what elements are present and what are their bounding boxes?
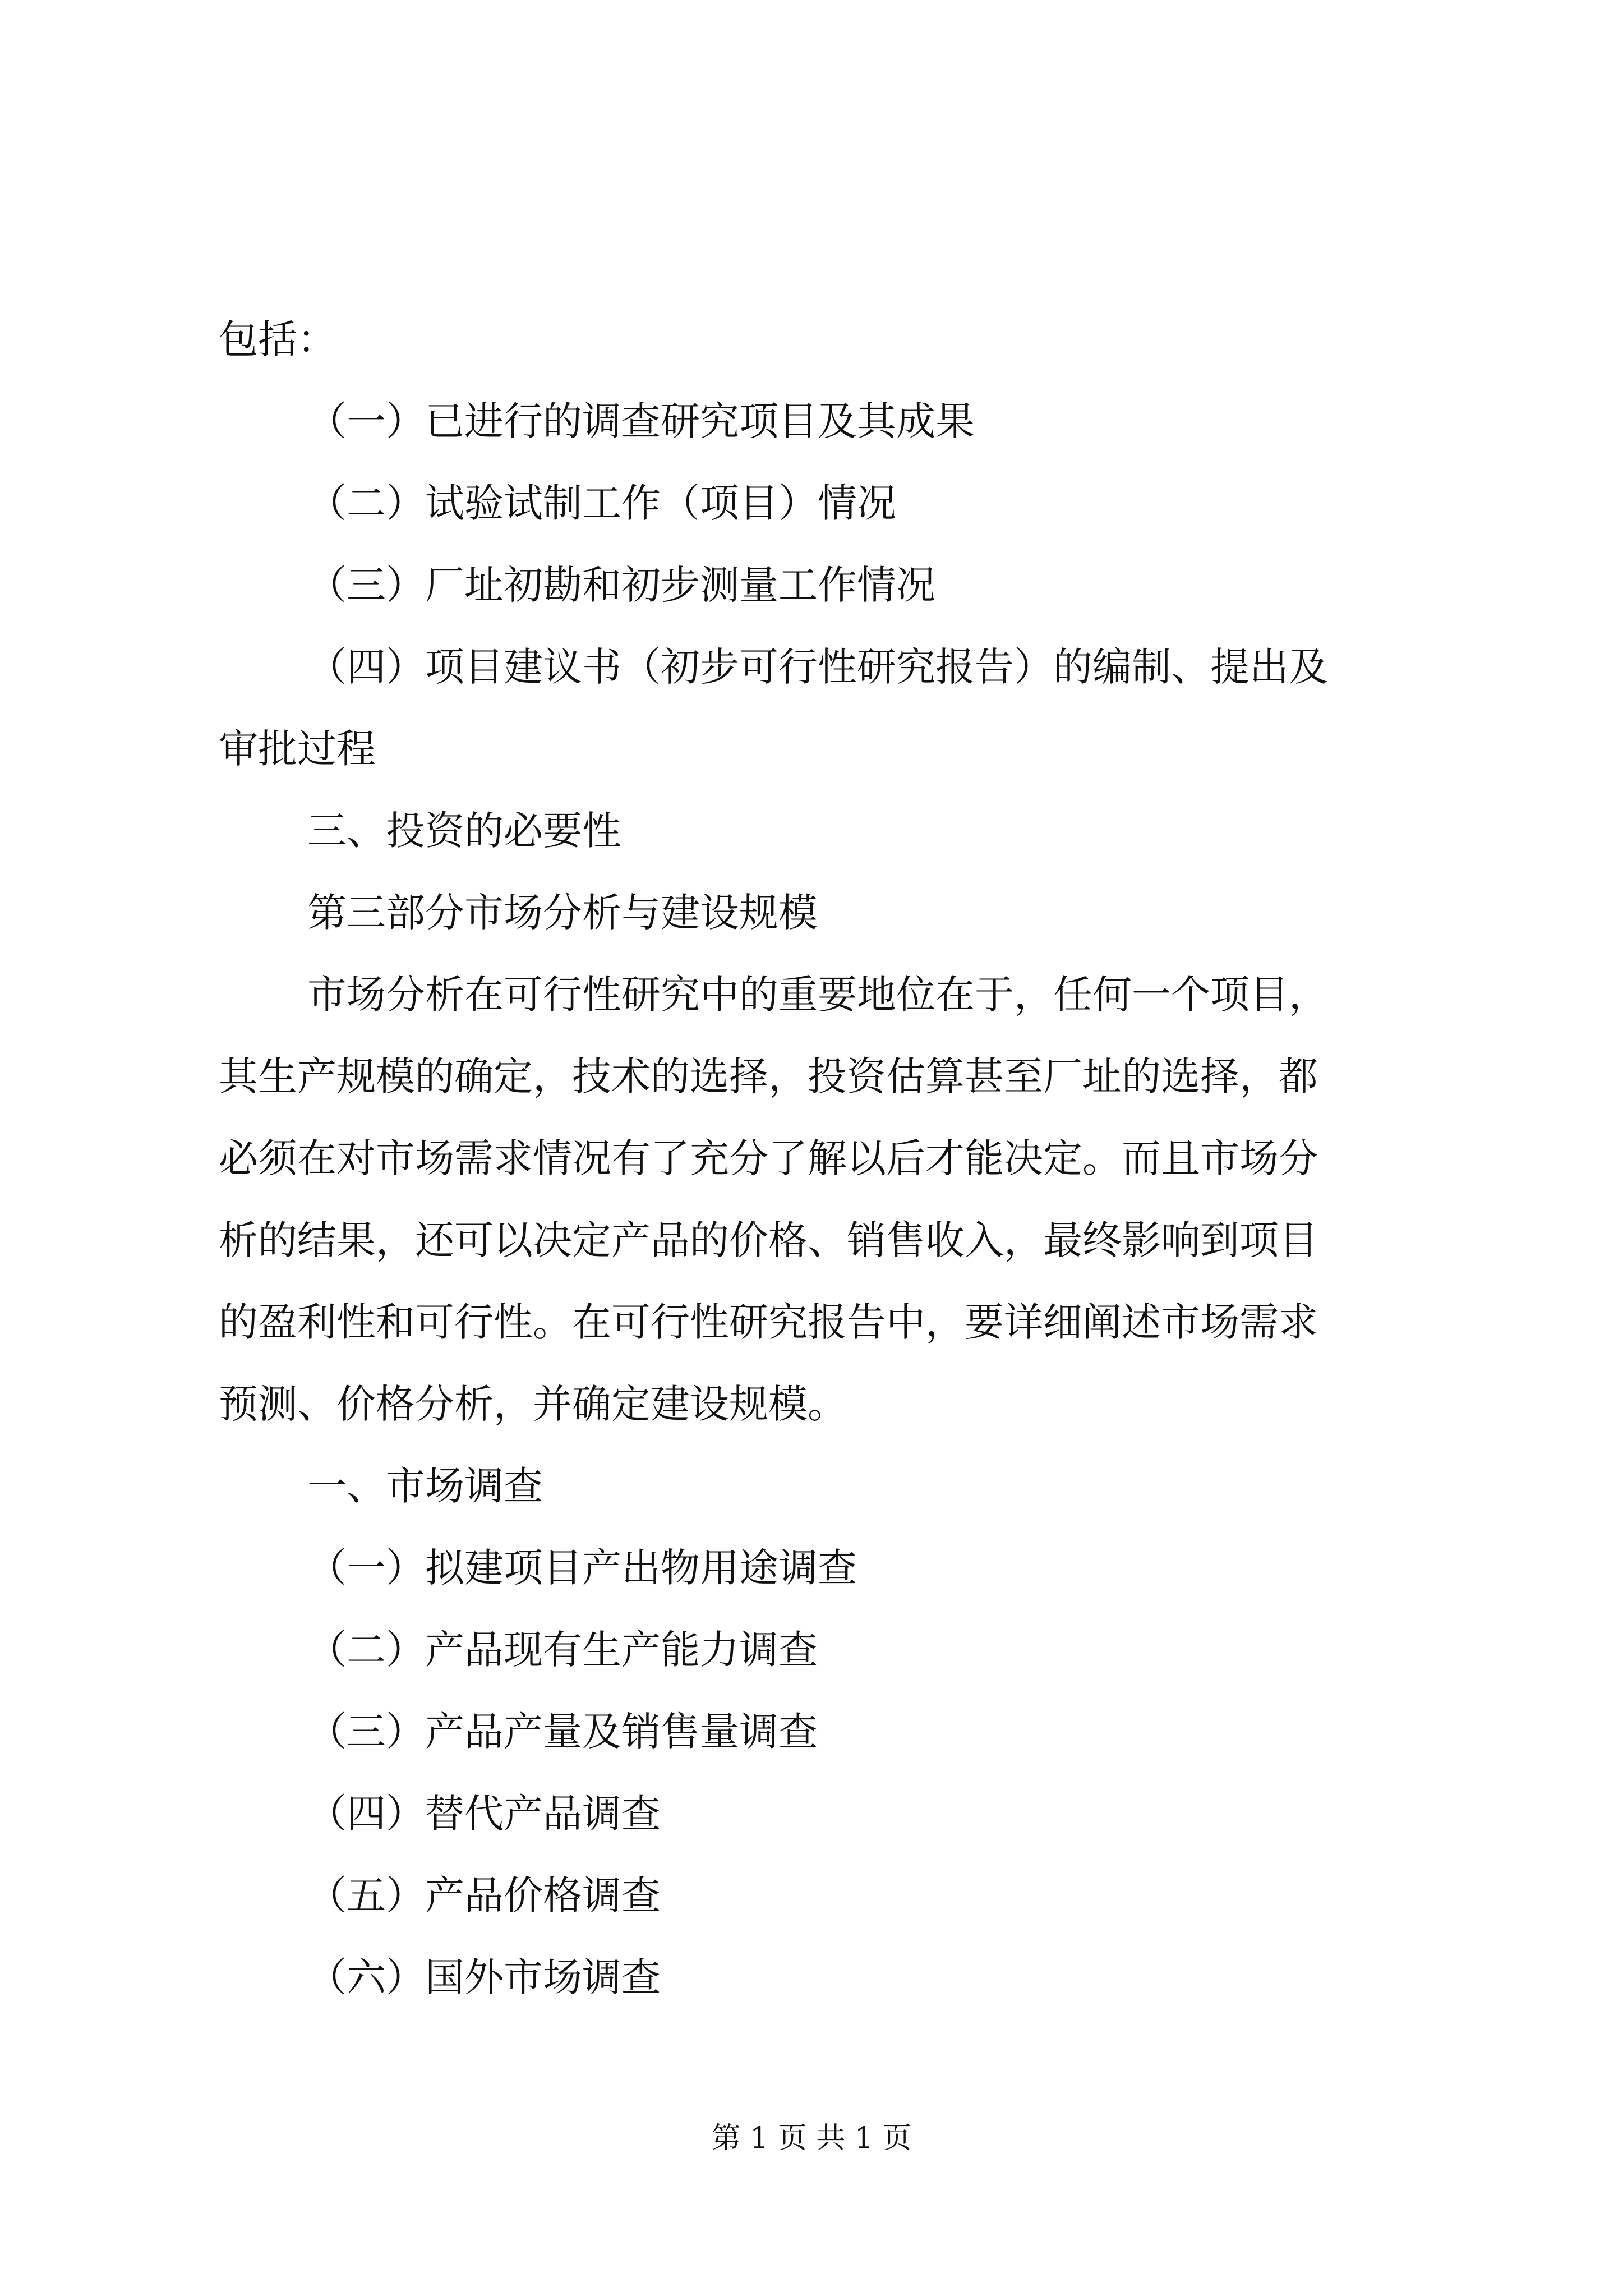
paragraph-line: 市场分析在可行性研究中的重要地位在于，任何一个项目， bbox=[307, 972, 1328, 1018]
section-heading-market-survey: 一、市场调查 bbox=[307, 1463, 543, 1509]
paragraph-line: 析的结果，还可以决定产品的价格、销售收入，最终影响到项目 bbox=[219, 1217, 1318, 1263]
list-item-proposal-drafting: （四）项目建议书（初步可行性研究报告）的编制、提出及 bbox=[307, 644, 1328, 690]
list-item-trial-production: （二）试验试制工作（项目）情况 bbox=[307, 480, 896, 526]
paragraph-line: 必须在对市场需求情况有了充分了解以后才能决定。而且市场分 bbox=[219, 1135, 1318, 1181]
page-number-footer: 第 1 页 共 1 页 bbox=[711, 2122, 912, 2155]
list-item-completed-research: （一）已进行的调查研究项目及其成果 bbox=[307, 398, 975, 444]
list-item-product-use-survey: （一）拟建项目产出物用途调查 bbox=[307, 1545, 857, 1591]
text-line-intro: 包括： bbox=[219, 316, 336, 362]
paragraph-line: 预测、价格分析，并确定建设规模。 bbox=[219, 1381, 847, 1427]
list-item-capacity-survey: （二）产品现有生产能力调查 bbox=[307, 1627, 818, 1673]
part-heading-market-analysis: 第三部分市场分析与建设规模 bbox=[307, 890, 818, 936]
list-item-output-sales-survey: （三）产品产量及销售量调查 bbox=[307, 1709, 818, 1755]
list-item-foreign-market-survey: （六）国外市场调查 bbox=[307, 1954, 661, 2000]
paragraph-line: 其生产规模的确定，技术的选择，投资估算甚至厂址的选择，都 bbox=[219, 1053, 1318, 1099]
list-item-site-survey: （三）厂址初勘和初步测量工作情况 bbox=[307, 562, 935, 608]
paragraph-line: 的盈利性和可行性。在可行性研究报告中，要详细阐述市场需求 bbox=[219, 1299, 1318, 1345]
list-item-price-survey: （五）产品价格调查 bbox=[307, 1872, 661, 1918]
list-item-proposal-drafting-continued: 审批过程 bbox=[219, 726, 376, 772]
section-heading-investment-necessity: 三、投资的必要性 bbox=[307, 808, 621, 854]
list-item-substitute-survey: （四）替代产品调查 bbox=[307, 1791, 661, 1837]
